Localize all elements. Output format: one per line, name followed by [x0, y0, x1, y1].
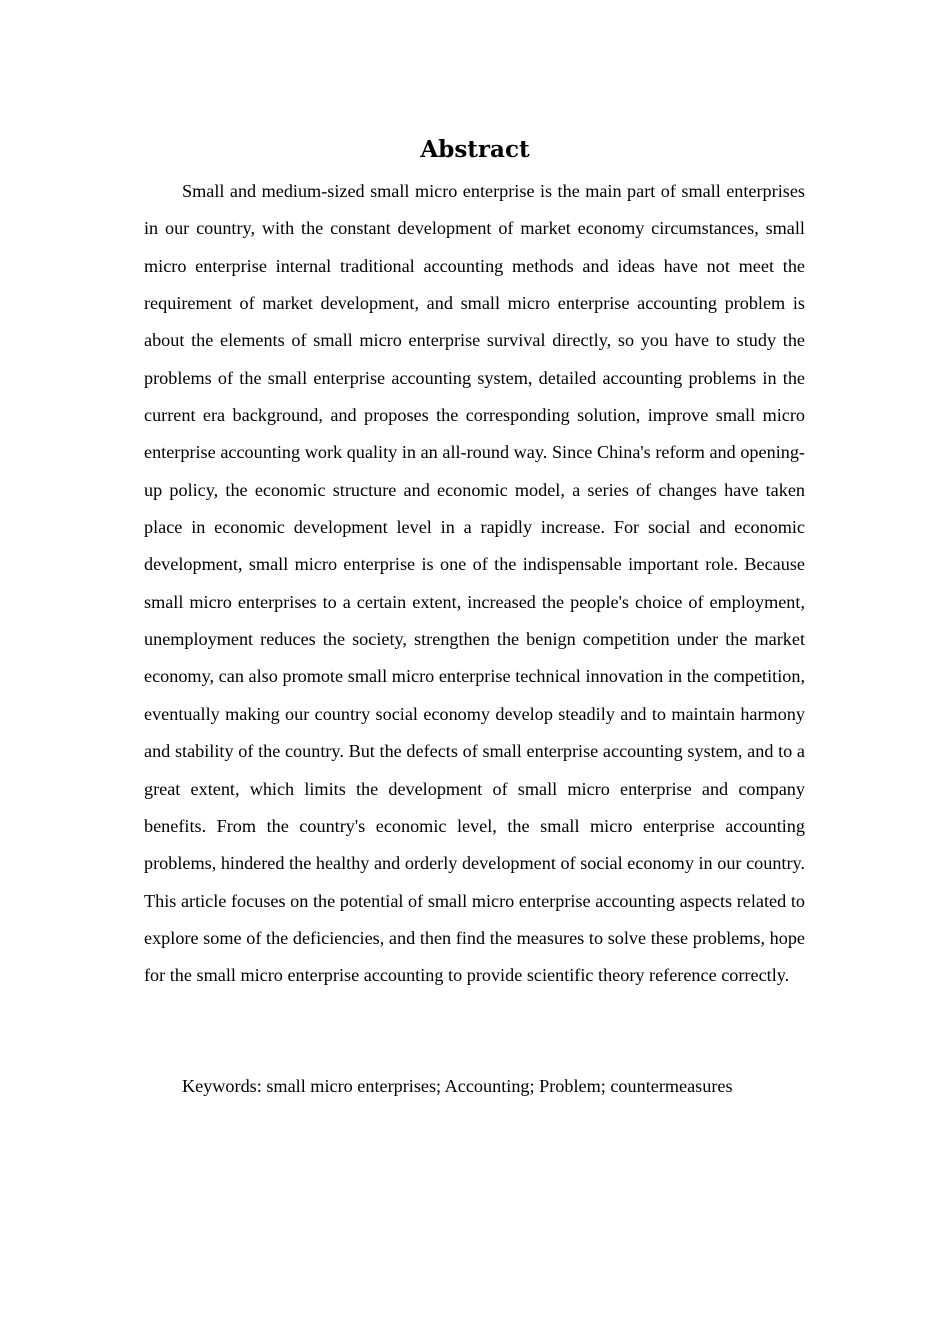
keywords-line: Keywords: small micro enterprises; Accounting; Problem; countermeasures [182, 1076, 733, 1096]
abstract-title: Abstract [420, 136, 530, 163]
abstract-body: Small and medium-sized small micro enterprise is the main part of small enterprises in our country, with the constant development of market economy circumstances, small micro enterprise internal traditional accounting methods and ideas have not meet the requirement of market development, and small micro enterprise accounting problem is about the elements of small micro enterprise survival directly, so you have to study the problems of the small enterprise accounting system, detailed accounting problems in the current era background, and proposes the corresponding solution, improve small micro enterprise accounting work quality in an all-round way. Since China's reform and opening-up policy, the economic structure and economic model, a series of changes have taken place in economic development level in a rapidly increase. For social and economic development, small micro enterprise is one of the indispensable important role. Because small micro enterprises to a certain extent, increased the people's choice of employment, unemployment reduces the society, strengthen the benign competition under the market economy, can also promote small micro enterprise technical innovation in the competition, eventually making our country social economy develop steadily and to maintain harmony and stability of the country. But the defects of small enterprise accounting system, and to a great extent, which limits the development of small micro enterprise and company benefits. From the country's economic level, the small micro enterprise accounting problems, hindered the healthy and orderly development of social economy in our country. This article focuses on the potential of small micro enterprise accounting aspects related to explore some of the deficiencies, and then find the measures to solve these problems, hope for the small micro enterprise accounting to provide scientific theory reference correctly. [144, 181, 805, 986]
